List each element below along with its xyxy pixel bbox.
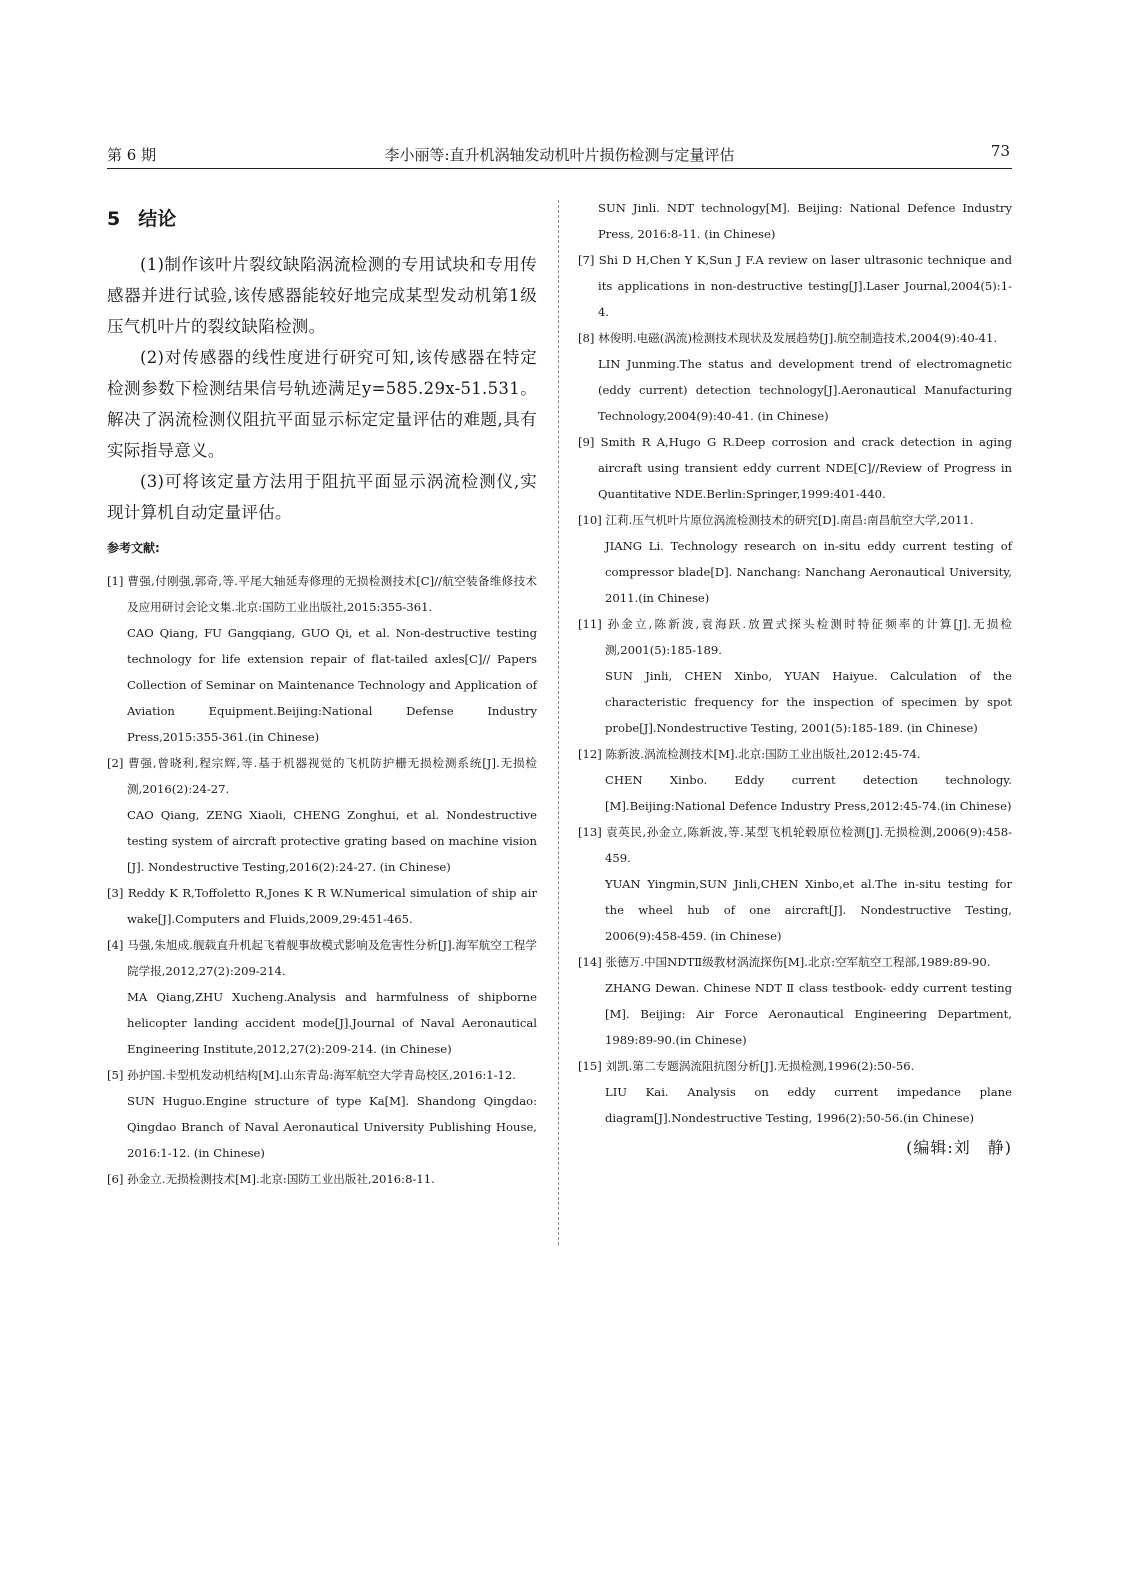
reference-item: [9] Smith R A,Hugo G R.Deep corrosion and crack detection in aging aircraft using transient eddy current NDE[C]//Review of Progress in Quantitative NDE.Berlin:Springer,1999:401-440.	[578, 435, 1012, 501]
reference-item: [3] Reddy K R,Toffoletto R,Jones K R W.Numerical simulation of ship air wake[J].Computers and Fluids,2009,29:451-465.	[107, 886, 537, 926]
reference-item: [12] 陈新波.涡流检测技术[M].北京:国防工业出版社,2012:45-74. CHEN Xinbo. Eddy current detection technology. [M].Beijing:National Defence Industry Press,2012:45-74.(in Chinese)	[578, 747, 1012, 813]
column-divider	[558, 200, 559, 1245]
right-column	[578, 195, 1012, 1158]
references-list-left	[107, 568, 537, 1192]
reference-item: [11] 孙金立,陈新波,袁海跃.放置式探头检测时特征频率的计算[J].无损检测,2001(5):185-189. SUN Jinli, CHEN Xinbo, YUAN Haiyue. Calculation of the characteristic frequency for the inspection of specimen by spot probe[J].Nondestructive Testing, 2001(5):185-189. (in Chinese)	[578, 617, 1012, 735]
page-number: 73	[990, 142, 1010, 160]
section-heading	[107, 205, 537, 233]
reference-item: [14] 张德万.中国NDTⅡ级教材涡流探伤[M].北京:空军航空工程部,1989:89-90. ZHANG Dewan. Chinese NDT Ⅱ class testbook- eddy current testing [M]. Beijing: Air Force Aeronautical Engineering Department, 1989:89-90.(in Chinese)	[578, 955, 1012, 1047]
reference-item: [15] 刘凯.第二专题涡流阻抗图分析[J].无损检测,1996(2):50-56. LIU Kai. Analysis on eddy current impedance plane diagram[J].Nondestructive Testing, 1996(2):50-56.(in Chinese)	[578, 1059, 1012, 1125]
reference-item: [13] 袁英民,孙金立,陈新波,等.某型飞机轮毂原位检测[J].无损检测,2006(9):458-459. YUAN Yingmin,SUN Jinli,CHEN Xinbo,et al.The in-situ testing for the wheel hub of one aircraft[J]. Nondestructive Testing, 2006(9):458-459. (in Chinese)	[578, 825, 1012, 943]
left-column	[107, 205, 537, 1192]
conclusion-paragraph: (1)制作该叶片裂纹缺陷涡流检测的专用试块和专用传感器并进行试验,该传感器能较好地完成某型发动机第1级压气机叶片的裂纹缺陷检测。	[107, 255, 537, 336]
reference-item: [8] 林俊明.电磁(涡流)检测技术现状及发展趋势[J].航空制造技术,2004(9):40-41. LIN Junming.The status and development trend of electromagnetic (eddy current) detection technology[J].Aeronautical Manufacturing Technology,2004(9):40-41. (in Chinese)	[578, 331, 1012, 423]
editor-note: (编辑:刘 静)	[906, 1138, 1012, 1157]
section-title: 结论	[138, 208, 177, 230]
references-heading: 参考文献:	[107, 541, 160, 555]
conclusion-paragraph: (3)可将该定量方法用于阻抗平面显示涡流检测仪,实现计算机自动定量评估。	[107, 472, 537, 522]
reference-item: [2] 曹强,曾晓利,程宗辉,等.基于机器视觉的飞机防护栅无损检测系统[J].无损检测,2016(2):24-27. CAO Qiang, ZENG Xiaoli, CHENG Zonghui, et al. Nondestructive testing system of aircraft protective grating based on machine vision [J]. Nondestructive Testing,2016(2):24-27. (in Chinese)	[107, 756, 537, 874]
section-number: 5	[107, 208, 121, 230]
reference-item: [10] 江莉.压气机叶片原位涡流检测技术的研究[D].南昌:南昌航空大学,2011. JIANG Li. Technology research on in-situ eddy current testing of compressor blade[D]. Nanchang: Nanchang Aeronautical University, 2011.(in Chinese)	[578, 513, 1012, 605]
running-header	[107, 140, 1012, 169]
running-title: 李小丽等:直升机涡轴发动机叶片损伤检测与定量评估	[384, 146, 735, 164]
reference-item: [7] Shi D H,Chen Y K,Sun J F.A review on laser ultrasonic technique and its applications in non-destructive testing[J].Laser Journal,2004(5):1-4.	[578, 253, 1012, 319]
reference-item: [6] 孙金立.无损检测技术[M].北京:国防工业出版社,2016:8-11.	[107, 1172, 435, 1186]
issue-label: 第 6 期	[107, 146, 157, 164]
conclusion-paragraph: (2)对传感器的线性度进行研究可知,该传感器在特定检测参数下检测结果信号轨迹满足y=585.29x-51.531。解决了涡流检测仪阻抗平面显示标定定量评估的难题,具有实际指导意义。	[107, 348, 537, 460]
reference-item: [4] 马强,朱旭成.舰载直升机起飞着舰事故模式影响及危害性分析[J].海军航空工程学院学报,2012,27(2):209-214. MA Qiang,ZHU Xucheng.Analysis and harmfulness of shipborne helicopter landing accident mode[J].Journal of Naval Aeronautical Engineering Institute,2012,27(2):209-214. (in Chinese)	[107, 938, 537, 1056]
reference-item: [1] 曹强,付刚强,郭奇,等.平尾大轴延寿修理的无损检测技术[C]//航空装备维修技术及应用研讨会论文集.北京:国防工业出版社,2015:355-361. CAO Qiang, FU Gangqiang, GUO Qi, et al. Non-destructive testing technology for life extension repair of flat-tailed axles[C]// Papers Collection of Seminar on Maintenance Technology and Application of Aviation Equipment.Beijing:National Defense Industry Press,2015:355-361.(in Chinese)	[107, 574, 537, 744]
reference-continuation: SUN Jinli. NDT technology[M]. Beijing: National Defence Industry Press, 2016:8-11. (in Chinese)	[598, 201, 1012, 241]
reference-item: [5] 孙护国.卡型机发动机结构[M].山东青岛:海军航空大学青岛校区,2016:1-12. SUN Huguo.Engine structure of type Ka[M]. Shandong Qingdao: Qingdao Branch of Naval Aeronautical University Publishing House, 2016:1-12. (in Chinese)	[107, 1068, 537, 1160]
